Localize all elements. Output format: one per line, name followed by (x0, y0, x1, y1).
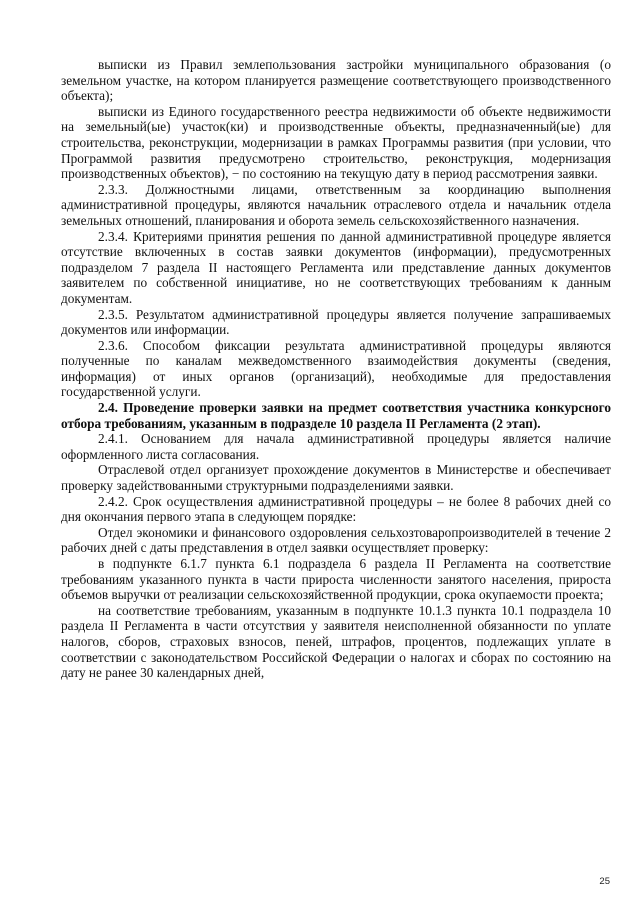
paragraph-2-4-1: 2.4.1. Основанием для начала административной процедуры является наличие оформленного листа согласования. (61, 431, 611, 462)
document-page (61, 57, 611, 681)
paragraph-subclause-10-1-3: на соответствие требованиям, указанным в подпункте 10.1.3 пункта 10.1 подраздела 10 раздела II Регламента в части отсутствия у заявителя неисполненной обязанности по уплате налогов, сборов, страховых взносов, пеней, штрафов, процентов, подлежащих уплате в соответствии с законодательством Российской Федерации о налогах и сборах по состоянию на дату не ранее 30 календарных дней, (61, 602, 611, 681)
paragraph-subclause-6-1-7: в подпункте 6.1.7 пункта 6.1 подраздела 6 раздела II Регламента на соответствие требованиям указанного пункта в части прироста численности занятого населения, прироста объемов выручки от реализации сельскохозяйственной продукции, срока окупаемости проекта; (61, 556, 611, 603)
paragraph-2-3-5: 2.3.5. Результатом административной процедуры является получение запрашиваемых документов или информации. (61, 306, 611, 338)
paragraph-2-4-2: 2.4.2. Срок осуществления административной процедуры – не более 8 рабочих дней со дня окончания первого этапа в следующем порядке: (61, 493, 611, 525)
section-heading-2-4: 2.4. Проведение проверки заявки на предмет соответствия участника конкурсного отбора требованиям, указанным в подразделе 10 раздела II Регламента (2 этап). (61, 400, 611, 431)
paragraph-registry-extract: выписки из Единого государственного реестра недвижимости об объекте недвижимости на земельный(ые) участок(ки) и производственные объекты, предназначенный(ые) для строительства, реконструкции, модернизации в рамках Программы развития (при условии, что Программой развития предусмотрено строительство, реконструкция, модернизация производственных объектов), − по состоянию на текущую дату в период рассмотрения заявки. (61, 103, 611, 182)
paragraph-2-3-6: 2.3.6. Способом фиксации результата административной процедуры являются полученные по каналам межведомственного взаимодействия документы (сведения, информация) от иных органов (организаций), необходимые для предоставления государственной услуги. (61, 337, 611, 400)
paragraph-department-organizes: Отраслевой отдел организует прохождение документов в Министерстве и обеспечивает проверку задействованными структурными подразделениями заявки. (61, 462, 611, 494)
page-number: 25 (599, 876, 610, 887)
paragraph-2-3-4: 2.3.4. Критериями принятия решения по данной административной процедуре является отсутствие включенных в состав заявки документов (информации), предусмотренных подразделом 7 раздела II настоящего Регламента или представление данных документов заявителем по собственной инициативе, но не соответствующих требованиям к данным документам. (61, 228, 611, 306)
paragraph-economics-department: Отдел экономики и финансового оздоровления сельхозтоваропроизводителей в течение 2 рабочих дней с даты представления в отдел заявки осуществляет проверку: (61, 524, 611, 556)
paragraph-2-3-3: 2.3.3. Должностными лицами, ответственным за координацию выполнения административной процедуры, являются начальник отраслевого отдела и начальник отдела земельных отношений, планирования и оборота земель сельскохозяйственного назначения. (61, 181, 611, 228)
paragraph-zoning-extract: выписки из Правил землепользования застройки муниципального образования (о земельном участке, на котором планируется размещение соответствующего производственного объекта); (61, 57, 611, 104)
